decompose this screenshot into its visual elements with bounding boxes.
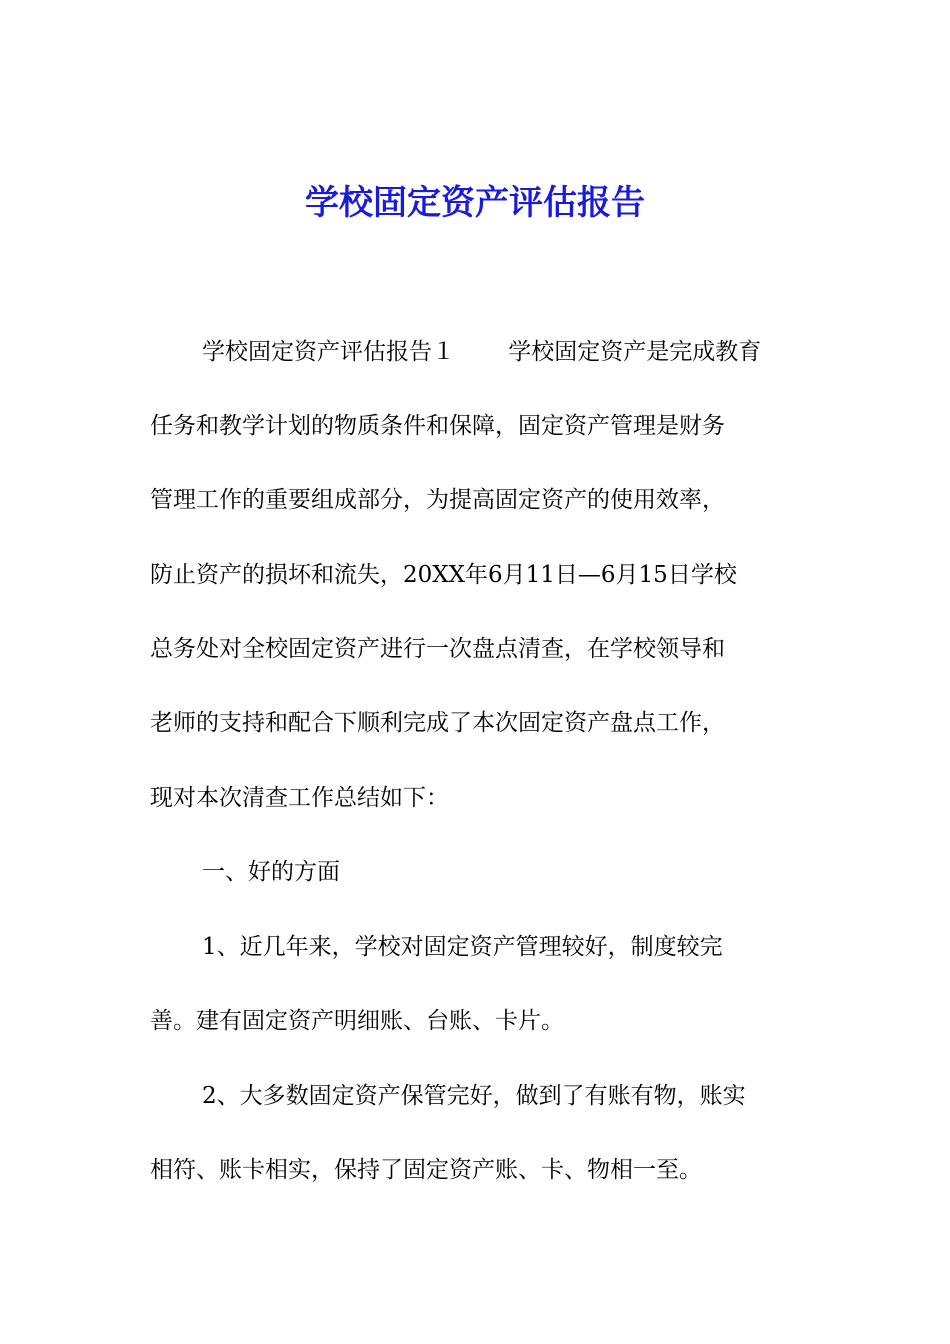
document-title: 学校固定资产评估报告 [305, 183, 645, 223]
paragraph-line: 现对本次清查工作总结如下： [150, 785, 449, 811]
paragraph-line: 总务处对全校固定资产进行一次盘点清查，在学校领导和 [150, 636, 725, 662]
paragraph-line: 相符、账卡相实，保持了固定资产账、卡、物相一至。 [150, 1157, 702, 1183]
paragraph-line: 防止资产的损坏和流失，20XX年6月11日—6月15日学校 [150, 562, 737, 588]
paragraph-line: 管理工作的重要组成部分，为提高固定资产的使用效率， [150, 487, 725, 513]
section-heading: 一、好的方面 [202, 859, 340, 885]
paragraph-line: 2、大多数固定资产保管完好，做到了有账有物，账实 [202, 1083, 746, 1109]
paragraph-line: 任务和教学计划的物质条件和保障，固定资产管理是财务 [150, 413, 725, 439]
paragraph-line: 1、近几年来，学校对固定资产管理较好，制度较完 [202, 934, 723, 960]
paragraph-line: 老师的支持和配合下顺利完成了本次固定资产盘点工作， [150, 710, 725, 736]
paragraph-line: 学校固定资产评估报告１ 学校固定资产是完成教育 [202, 339, 762, 365]
paragraph-line: 善。建有固定资产明细账、台账、卡片。 [150, 1008, 564, 1034]
